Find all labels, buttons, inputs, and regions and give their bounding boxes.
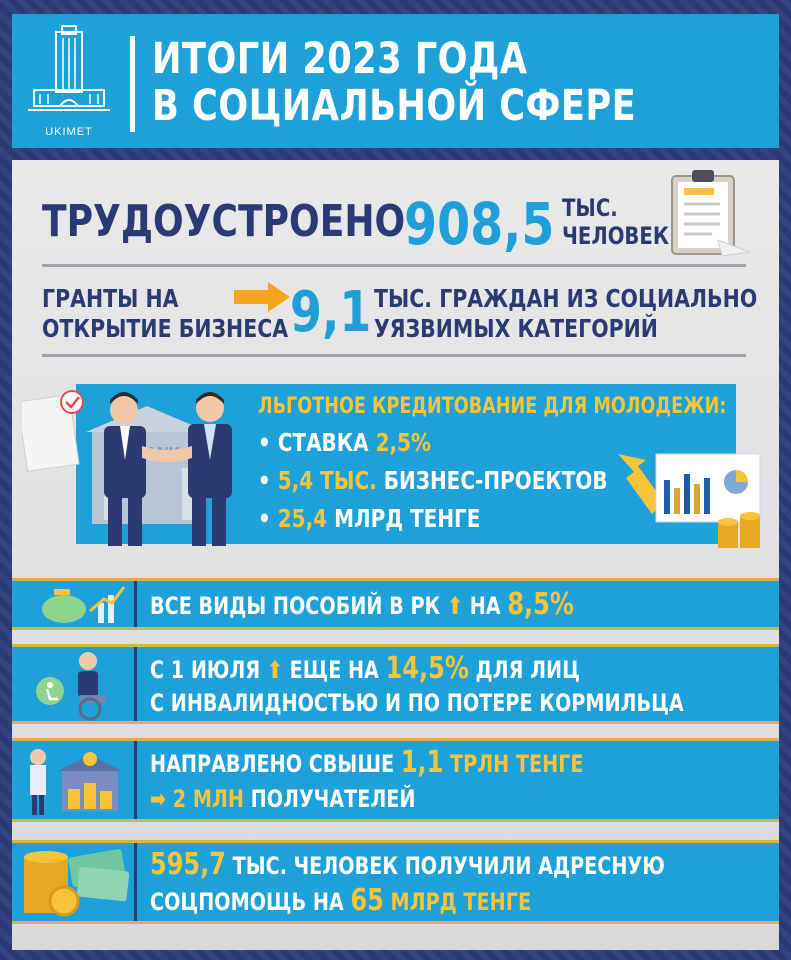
stripe-divider <box>134 647 137 721</box>
handshake-illustration <box>22 380 262 550</box>
assistance-stripe <box>12 840 779 924</box>
assistance-value-2: 65 <box>350 883 384 918</box>
arrow-right-icon: ➡ <box>150 785 167 813</box>
assistance-line2-pre: СОЦПОМОЩЬ НА <box>150 888 351 916</box>
funding-post-2: ПОЛУЧАТЕЛЕЙ <box>243 785 416 813</box>
arrow-up-icon: ⬆ <box>266 656 283 684</box>
employment-row <box>42 188 682 258</box>
grants-left-line-1: ГРАНТЫ НА <box>42 284 179 313</box>
credit-item-amount-post: МЛРД ТЕНГЕ <box>327 504 481 533</box>
title-line-1: ИТОГИ 2023 ГОДА <box>152 34 528 84</box>
check-icon <box>61 391 83 413</box>
credit-title: ЛЬГОТНОЕ КРЕДИТОВАНИЕ ДЛЯ МОЛОДЕЖИ: <box>258 394 727 419</box>
piggy-bank-growth-icon <box>20 581 130 627</box>
benefits-value: 8,5% <box>507 587 574 622</box>
funding-pre: НАПРАВЛЕНО СВЫШЕ <box>150 750 401 778</box>
credit-item-rate-value: 2,5% <box>375 428 432 457</box>
clipboard-icon <box>662 166 752 258</box>
credit-item-rate <box>258 428 431 457</box>
arrow-up-icon: ⬆ <box>446 592 464 620</box>
benefits-stripe <box>12 578 779 630</box>
july-value: 14,5% <box>385 651 469 686</box>
credit-item-amount <box>258 504 480 533</box>
july-text-line-1 <box>150 653 580 686</box>
grants-right-text <box>374 284 757 344</box>
employment-unit-line-1: ТЫС. <box>562 194 618 222</box>
credit-item-amount-value: 25,4 <box>277 504 328 533</box>
funding-stripe <box>12 738 779 822</box>
employment-unit <box>562 194 669 250</box>
separator-1 <box>42 264 746 267</box>
assistance-line2-post: МЛРД ТЕНГЕ <box>383 888 532 916</box>
arrow-right-icon <box>232 280 292 314</box>
funding-text-line-1 <box>150 747 584 780</box>
grants-value: 9,1 <box>290 280 372 345</box>
main-panel <box>12 160 779 950</box>
coins-money-icon <box>20 843 130 921</box>
assistance-value: 595,7 <box>150 847 226 882</box>
credit-item-rate-pre: • СТАВКА <box>258 428 376 457</box>
assistance-text-line-2 <box>150 885 531 918</box>
grants-right-line-1: ТЫС. ГРАЖДАН ИЗ СОЦИАЛЬНО <box>374 284 758 313</box>
july-stripe <box>12 644 779 724</box>
grants-left-line-2: ОТКРЫТИЕ БИЗНЕСА <box>42 314 289 343</box>
government-logo <box>26 24 112 142</box>
separator-2 <box>42 354 746 357</box>
stripe-divider <box>134 741 137 819</box>
employment-unit-line-2: ЧЕЛОВЕК <box>562 222 669 250</box>
stripe-divider <box>134 581 137 627</box>
page-title <box>152 36 636 130</box>
stripe-divider <box>134 843 137 921</box>
july-post: ДЛЯ ЛИЦ <box>468 656 580 684</box>
chart-coins-illustration <box>612 424 772 550</box>
credit-item-projects-value: 5,4 ТЫС. <box>277 466 377 495</box>
funding-value-2: 2 МЛН <box>166 785 244 813</box>
credit-item-projects-post: БИЗНЕС-ПРОЕКТОВ <box>376 466 608 495</box>
bank-coins-icon <box>20 741 130 819</box>
government-building-icon <box>26 24 112 124</box>
assistance-line1-post: ТЫС. ЧЕЛОВЕК ПОЛУЧИЛИ АДРЕСНУЮ <box>225 852 665 880</box>
header-banner <box>12 14 779 148</box>
wheelchair-icon <box>20 647 130 721</box>
credit-item-projects-pre: • <box>258 466 278 495</box>
funding-text-line-2 <box>150 783 415 815</box>
logo-text: UKIMET <box>45 126 93 138</box>
july-mid: ЕЩЕ НА <box>282 656 386 684</box>
employment-value: 908,5 <box>404 190 555 258</box>
benefits-text <box>150 589 574 622</box>
grants-row <box>42 280 762 350</box>
title-line-2: В СОЦИАЛЬНОЙ СФЕРЕ <box>152 81 637 131</box>
funding-post: ТРЛН ТЕНГЕ <box>443 750 584 778</box>
credit-item-projects <box>258 466 608 495</box>
july-pre: С 1 ИЮЛЯ <box>150 656 267 684</box>
benefits-text-pre: ВСЕ ВИДЫ ПОСОБИЙ В РК <box>150 592 447 620</box>
funding-value: 1,1 <box>400 745 444 780</box>
july-text-line-2: С ИНВАЛИДНОСТЬЮ И ПО ПОТЕРЕ КОРМИЛЬЦА <box>150 689 684 717</box>
grants-right-line-2: УЯЗВИМЫХ КАТЕГОРИЙ <box>374 314 658 343</box>
header-divider <box>130 36 135 132</box>
assistance-text-line-1 <box>150 849 665 882</box>
employment-label: ТРУДОУСТРОЕНО <box>42 196 406 247</box>
benefits-text-mid: НА <box>463 592 508 620</box>
credit-item-amount-pre: • <box>258 504 278 533</box>
